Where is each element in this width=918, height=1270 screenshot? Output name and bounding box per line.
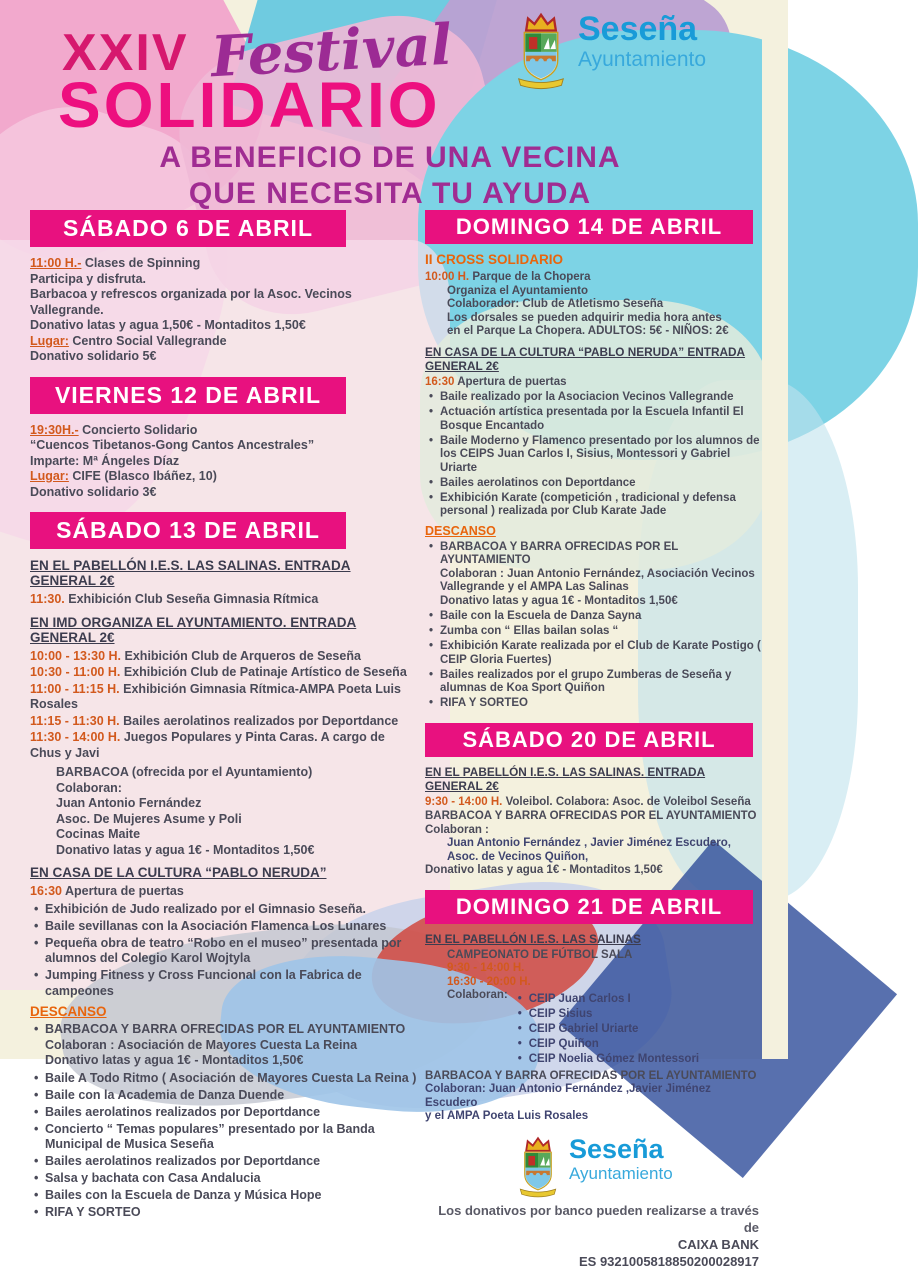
descanso-header: DESCANSO [425,523,496,538]
list-item: • CEIP Gabriel Uriarte [518,1023,699,1037]
colaboran-row [447,989,763,1070]
title-roman-numeral: XXIV [62,24,189,82]
event-line [30,256,418,272]
lugar-text: Centro Social Vallegrande [72,333,227,348]
list-item: • Bailes aerolatinos realizados por Deportdance [34,1105,418,1121]
time-label: 16:30 [425,375,455,388]
donativo-line: Donativo latas y agua 1€ - Montaditos 1,50€ [45,1053,304,1067]
event-line: Donativo solidario 5€ [30,349,157,363]
list-item: • Exhibición de Judo realizado por el Gimnasio Seseña. [34,902,418,918]
event-text: Juegos Populares y Pinta Caras. A cargo de Chus y Javi [30,730,385,760]
time-label: 11:00 - 11:15 H. [30,681,120,696]
time-label: 16:30 - 20:00 H. [447,975,531,988]
sesena-crest-icon [512,12,570,90]
barbacoa-line: BARBACOA Y BARRA OFRECIDAS POR EL AYUNTAMIENTO [440,540,679,566]
footer [425,1133,763,1270]
collaborator-names [447,837,763,864]
event-text: Apertura de puertas [65,884,184,898]
time-label: 10:30 - 11:00 H. [30,665,121,679]
list-item: • Salsa y bachata con Casa Andalucia [34,1171,418,1187]
event-line [30,334,418,350]
list-item: • Exhibición Karate (competición , tradicional y defensa personal ) realizada por Club Karate Jade [429,492,763,519]
title-solidario: SOLIDARIO [58,69,441,141]
event-line: Participa y disfruta. [30,271,147,286]
event-line [30,469,418,485]
colaboran-line: Colaboran: Juan Antonio Fernández ,Javier Jiménez Escudero [425,1083,711,1109]
venue-header: EN CASA DE LA CULTURA “PABLO NERUDA” [30,865,327,880]
descanso-block-list [30,1022,418,1069]
bank-line: Los donativos por banco pueden realizarse a través de [438,1202,759,1235]
section-sabado-6 [30,210,418,365]
barbacoa-line: Cocinas Maite [56,827,141,841]
venue-header: EN IMD ORGANIZA EL AYUNTAMIENTO. ENTRADA GENERAL 2€ [30,614,357,645]
colaboran-label: Colaboran: [447,989,508,1001]
descanso-list [30,1071,418,1221]
cross-solidario-header: II CROSS SOLIDARIO [425,252,564,267]
section-domingo-21 [425,890,763,1124]
list-item: • CEIP Sisius [518,1008,699,1022]
list-item: • Exhibición Karate realizada por el Club de Karate Postigo ( CEIP Gloria Fuertes) [429,640,763,667]
section-viernes-12 [30,377,418,501]
list-item: • Bailes con la Escuela de Danza y Música Hope [34,1188,418,1204]
lugar-text: CIFE (Blasco Ibáñez, 10) [72,469,217,483]
list-item: • Baile Moderno y Flamenco presentado por los alumnos de los CEIPS Juan Carlos I, Sisius, Montessori y Gabriel Uriarte [429,435,763,476]
detail-line: en el Parque La Chopera. ADULTOS: 5€ - NIÑOS: 2€ [447,325,729,337]
event-line [425,376,763,390]
schedule-row [30,665,418,681]
schedule-row [30,730,418,761]
name-line: Juan Antonio Fernández , Javier Jiménez Escudero, [447,837,731,849]
schedule-row [30,714,418,730]
barbacoa-line: BARBACOA Y BARRA OFRECIDAS POR EL AYUNTAMIENTO [425,810,757,822]
date-banner: SÁBADO 20 DE ABRIL [425,723,753,757]
detail-line: Organiza el Ayuntamiento [447,284,589,297]
date-banner: DOMINGO 21 DE ABRIL [425,890,753,924]
event-line: Donativo solidario 3€ [30,484,157,499]
list-item: • Bailes aerolatinos realizados por Deportdance [34,1154,418,1170]
campeonato-header: CAMPEONATO DE FÚTBOL SALA [447,948,633,961]
benefit-subtitle [40,140,740,212]
sesena-crest-icon [515,1136,561,1198]
list-item: • RIFA Y SORTEO [34,1205,418,1221]
barbacoa-line: Juan Antonio Fernández [56,796,202,810]
schedule-list [30,649,418,762]
cross-details [447,285,763,339]
barbacoa-line: Colaboran: [56,780,122,795]
list-item: • Baile realizado por la Asociacion Vecinos Vallegrande [429,391,763,405]
activity-list [425,391,763,519]
event-line [425,271,763,285]
section-domingo-14 [425,210,763,711]
time-label: 10:00 H. [425,271,470,283]
detail-line: Los dorsales se pueden adquirir media hora antes [447,311,722,324]
venue-header: EN EL PABELLÓN I.E.S. LAS SALINAS. ENTRADA GENERAL 2€ [425,764,706,793]
bank-name: CAIXA BANK [677,1236,759,1252]
list-item [429,541,763,609]
event-text: Voleibol. Colabora: Asoc. de Voleibol Seseña [505,795,751,808]
time-label: 11:00 H.- [30,256,82,270]
left-column [30,210,418,1233]
time-label: 10:00 - 13:30 H. [30,648,122,663]
descanso-list [425,610,763,711]
descanso-block-list [425,541,763,609]
list-item [34,1022,418,1069]
event-text: Exhibición Club de Arqueros de Seseña [124,648,361,663]
list-item: • Jumping Fitness y Cross Funcional con la Fabrica de campeones [34,968,418,999]
list-item: • Concierto “ Temas populares” presentado por la Banda Municipal de Musica Seseña [34,1122,418,1153]
name-line: Asoc. de Vecinos Quiñon, [447,850,589,863]
donativo-line: Donativo latas y agua 1€ - Montaditos 1,50€ [440,594,678,607]
title-festival-script: Festival [209,11,454,91]
barbacoa-line: BARBACOA (ofrecida por el Ayuntamiento) [56,765,313,779]
event-text: Concierto Solidario [82,422,198,437]
time-label: 19:30H.- [30,422,79,437]
colaboran-line: Colaboran : Asociación de Mayores Cuesta La Reina [45,1037,358,1052]
right-column [425,210,763,1270]
list-item: • Pequeña obra de teatro “Robo en el museo” presentada por alumnos del Colegio Karol Wojtyla [34,936,418,967]
org-subname: Ayuntamiento [569,1163,673,1183]
list-item: • Baile con la Academia de Danza Duende [34,1088,418,1104]
time-label: 9:30 - 14:00 H. [447,962,525,974]
event-line [30,423,418,439]
time-label: 16:30 [30,884,62,898]
activity-list [30,902,418,1000]
event-text: Clases de Spinning [84,256,201,270]
colaboran-label: Colaboran : [425,823,489,836]
org-name: Seseña [569,1133,664,1164]
barbacoa-block [56,765,418,858]
time-label: 9:30 - 14:00 H. [425,795,503,808]
time-label: 11:30. [30,592,65,606]
list-item: • CEIP Quiñon [518,1038,699,1052]
event-text: Exhibición Club Seseña Gimnasia Rítmica [68,592,319,606]
bank-info [425,1202,763,1270]
time-label: 11:30 - 14:00 H. [30,730,121,744]
detail-line: Colaborador: Club de Atletismo Seseña [447,298,664,310]
event-text: Exhibición Club de Patinaje Artístico de Seseña [123,665,407,679]
list-item: • Bailes aerolatinos con Deportdance [429,477,763,491]
colaboran-line: y el AMPA Poeta Luis Rosales [425,1110,589,1122]
list-item: • Actuación artística presentada por la Escuela Infantil El Bosque Encantado [429,406,763,433]
event-line: Imparte: Mª Ángeles Díaz [30,453,180,468]
section-sabado-13 [30,512,418,1221]
town-hall-logo-footer [515,1133,763,1198]
schedule-row [30,682,418,713]
org-subname: Ayuntamiento [578,48,707,71]
list-item: • CEIP Juan Carlos I [518,993,699,1007]
list-item: • Baile sevillanas con la Asociación Flamenca Los Lunares [34,919,418,935]
lugar-label: Lugar: [30,333,69,348]
event-line: Barbacoa y refrescos organizada por la Asoc. Vecinos Vallegrande. [30,287,352,317]
barbacoa-line: Donativo latas y agua 1€ - Montaditos 1,50€ [56,842,315,857]
date-banner: DOMINGO 14 DE ABRIL [425,210,753,244]
list-item: • Baile con la Escuela de Danza Sayna [429,610,763,624]
section-sabado-20 [425,723,763,878]
donativo-line: Donativo latas y agua 1€ - Montaditos 1,50€ [425,864,663,876]
descanso-header: DESCANSO [30,1004,107,1019]
event-line: “Cuencos Tibetanos-Gong Cantos Ancestrales” [30,438,315,452]
barbacoa-line: Asoc. De Mujeres Asume y Poli [56,811,242,826]
list-item: • CEIP Noelia Gómez Montessori [518,1053,699,1067]
date-banner: VIERNES 12 DE ABRIL [30,377,346,414]
ceip-list [514,991,699,1068]
list-item: • RIFA Y SORTEO [429,697,763,711]
event-line [30,592,418,608]
list-item: • Baile A Todo Ritmo ( Asociación de Mayores Cuesta La Reina ) [34,1071,418,1087]
venue-header: EN CASA DE LA CULTURA “PABLO NERUDA” ENTRADA GENERAL 2€ [425,344,746,373]
date-banner: SÁBADO 6 DE ABRIL [30,210,346,247]
barbacoa-line: BARBACOA Y BARRA OFRECIDAS POR EL AYUNTAMIENTO [425,1069,757,1082]
event-text: Exhibición Gimnasia Rítmica-AMPA Poeta Luis Rosales [30,681,401,711]
event-line [30,884,418,900]
list-item: • Bailes realizados por el grupo Zumberas de Seseña y alumnas de Koa Sport Quiñon [429,669,763,696]
benefit-line-1: A BENEFICIO DE UNA VECINA [159,141,621,174]
lugar-label: Lugar: [30,469,69,483]
time-label: 11:15 - 11:30 H. [30,713,120,728]
venue-header: EN EL PABELLÓN I.E.S. LAS SALINAS [425,931,641,946]
org-name: Seseña [578,10,698,48]
benefit-line-2: QUE NECESITA TU AYUDA [188,177,592,210]
schedule-row [30,649,418,665]
iban: ES 9321005818850200028917 [578,1253,759,1269]
barbacoa-line: BARBACOA Y BARRA OFRECIDAS POR EL AYUNTAMIENTO [45,1022,406,1036]
event-text: Apertura de puertas [457,375,567,388]
colaboran-line: Colaboran : Juan Antonio Fernández, Asociación Vecinos Vallegrande y el AMPA Las Salinas [440,567,755,593]
event-line: Donativo latas y agua 1,50€ - Montaditos 1,50€ [30,318,306,332]
event-line [425,796,763,810]
list-item: • Zumba con “ Ellas bailan solas “ [429,625,763,639]
venue-header: EN EL PABELLÓN I.E.S. LAS SALINAS. ENTRADA GENERAL 2€ [30,558,351,588]
date-banner: SÁBADO 13 DE ABRIL [30,512,346,549]
event-text: Parque de la Chopera [472,271,591,283]
event-text: Bailes aerolatinos realizados por Deportdance [123,713,399,728]
town-hall-logo [512,12,706,90]
